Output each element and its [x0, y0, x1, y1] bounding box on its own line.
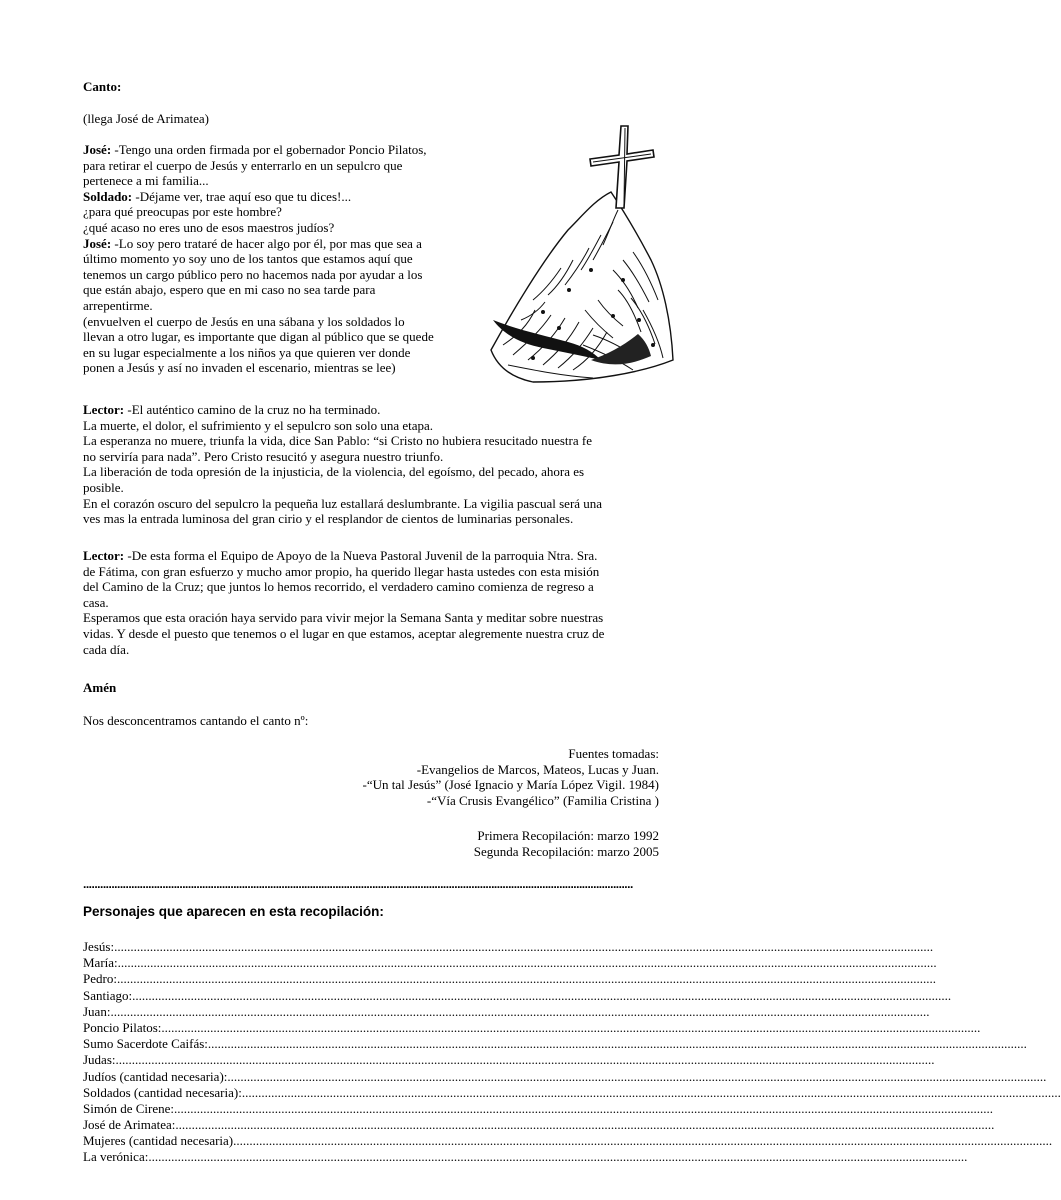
compilation-line: Segunda Recopilación: marzo 2005 — [473, 843, 659, 859]
leader-dots: ............................................................................................................................................................................................................................................................ — [241, 1084, 1061, 1100]
stage-direction-line: (envuelven el cuerpo de Jesús en una sábana y los soldados lo — [83, 313, 405, 329]
compilation-line: Primera Recopilación: marzo 1992 — [477, 828, 659, 843]
character-name: La verónica: — [83, 1149, 149, 1165]
list-item — [83, 987, 952, 1004]
list-item — [83, 1117, 995, 1133]
list-item — [83, 1149, 968, 1165]
characters-list — [83, 939, 1061, 1166]
lector-line: no serviría para nada”. Pero Cristo resucitó y asegura nuestro triunfo. — [83, 448, 444, 464]
leader-dots: ............................................................................................................................................................................................................................................................ — [233, 1133, 1053, 1149]
leader-dots: ............................................................................................................................................................................................................................................................ — [132, 987, 952, 1003]
list-item — [83, 1036, 1027, 1052]
dialogue-line: José: -Lo soy pero trataré de hacer algo por él, por mas que sea a — [83, 235, 422, 251]
lector-line: casa. — [83, 594, 109, 610]
dialogue-line: ¿qué acaso no eres uno de esos maestros judíos? — [83, 219, 335, 235]
character-name: Soldados (cantidad necesaria): — [83, 1084, 242, 1100]
list-item — [83, 1133, 1053, 1149]
character-name: Juan: — [83, 1003, 111, 1019]
leader-dots: ............................................................................................................................................................................................................................................................ — [227, 1068, 1047, 1084]
amen-heading: Amén — [83, 680, 117, 695]
list-item — [83, 1019, 981, 1036]
character-name: Sumo Sacerdote Caifás: — [83, 1036, 208, 1052]
list-item — [83, 971, 936, 987]
list-item — [83, 1100, 993, 1117]
leader-dots: ............................................................................................................................................................................................................................................................ — [115, 1052, 935, 1068]
character-name: Mujeres (cantidad necesaria) — [83, 1133, 234, 1149]
leader-dots: ............................................................................................................................................................................................................................................................ — [175, 1117, 995, 1133]
lector-line: Lector: -De esta forma el Equipo de Apoyo de la Nueva Pastoral Juvenil de la parroquia Ntra. Sra. — [83, 548, 598, 563]
source-line: -“Vía Crusis Evangélico” (Familia Cristina ) — [426, 792, 659, 808]
lector-line: cada día. — [83, 641, 130, 657]
dialogue-line: pertenece a mi familia... — [83, 173, 209, 189]
leader-dots: ............................................................................................................................................................................................................................................................ — [117, 955, 937, 971]
dialogue-line: último momento yo soy uno de los tantos que estamos aquí que — [83, 251, 413, 267]
lector-paragraph-2 — [83, 548, 659, 657]
stage-direction-line: en su lugar especialmente a los niños ya que quieren ver donde — [83, 344, 411, 360]
leader-dots: ............................................................................................................................................................................................................................................................ — [148, 1149, 968, 1165]
dialogue-line: para retirar el cuerpo de Jesús y enterrarlo en un sepulcro que — [83, 157, 403, 173]
dialogue-line: tenemos un cargo público pero no hacemos nada por ayudar a los — [83, 266, 423, 282]
list-item — [83, 1084, 1061, 1101]
character-name: José de Arimatea: — [83, 1117, 176, 1133]
character-name: Pedro: — [83, 971, 117, 987]
lector-paragraph-1 — [83, 402, 659, 527]
lector-line: La liberación de toda opresión de la injusticia, de la violencia, del egoísmo, del pecado, ahora es — [83, 464, 585, 480]
character-name: María: — [83, 955, 118, 971]
list-item — [83, 1003, 930, 1020]
dialogue-line: José: -Tengo una orden firmada por el gobernador Poncio Pilatos, — [83, 142, 427, 157]
lector-line: posible. — [83, 479, 124, 495]
list-item — [83, 1052, 935, 1068]
character-name: Simón de Cirene: — [83, 1100, 174, 1116]
lector-line: ves mas la entrada luminosa del gran cirio y el resplandor de cientos de luminarias personales. — [83, 511, 574, 527]
dialogue-line: Soldado: -Déjame ver, trae aquí eso que tu dices!... — [83, 188, 352, 204]
leader-dots: ............................................................................................................................................................................................................................................................ — [116, 971, 936, 987]
character-name: Judíos (cantidad necesaria): — [83, 1068, 228, 1084]
leader-dots: ............................................................................................................................................................................................................................................................ — [110, 1003, 930, 1019]
leader-dots: ............................................................................................................................................................................................................................................................ — [161, 1019, 981, 1035]
list-item — [83, 955, 937, 971]
list-item — [83, 939, 934, 955]
leader-dots: ............................................................................................................................................................................................................................................................ — [174, 1100, 993, 1116]
source-line: -Evangelios de Marcos, Mateos, Lucas y Juan. — [416, 761, 659, 777]
character-name: Jesús: — [83, 939, 115, 954]
lector-line: Lector: -El auténtico camino de la cruz no ha terminado. — [83, 402, 381, 417]
character-name: Santiago: — [83, 987, 133, 1003]
lector-line: Esperamos que esta oración haya servido para vivir mejor la Semana Santa y meditar sobre nuestras — [83, 610, 604, 626]
compilation-dates — [83, 828, 659, 859]
dialogue-line: que están abajo, espero que en mi caso no sea tarde para — [83, 282, 376, 298]
stage-direction-line: ponen a Jesús y así no invaden el escenario, mientras se lee) — [83, 360, 396, 376]
lector-line: del Camino de la Cruz; que juntos lo hemos recorrido, el verdadero camino comienza de regreso a — [83, 579, 594, 595]
list-item — [83, 1068, 1047, 1085]
character-name: Poncio Pilatos: — [83, 1019, 162, 1035]
source-line: Fuentes tomadas: — [568, 746, 659, 761]
source-line: -“Un tal Jesús” (José Ignacio y María López Vigil. 1984) — [362, 777, 659, 793]
dialogue-line: ¿para qué preocupas por este hombre? — [83, 204, 282, 220]
closing-song-note: Nos desconcentramos cantando el canto nº: — [83, 713, 309, 728]
dialogue-line: arrepentirme. — [83, 297, 153, 313]
dialogue-block — [83, 142, 659, 376]
lector-line: La esperanza no muere, triunfa la vida, dice San Pablo: “si Cristo no hubiera resucitado nuestra fe — [83, 433, 592, 449]
character-name: Judas: — [83, 1052, 116, 1068]
leader-dots: ............................................................................................................................................................................................................................................................ — [207, 1036, 1027, 1052]
arrival-note: (llega José de Arimatea) — [83, 111, 209, 126]
leader-dots: ............................................................................................................................................................................................................................................................ — [114, 939, 934, 954]
song-label: Canto: — [83, 79, 122, 94]
lector-line: La muerte, el dolor, el sufrimiento y el sepulcro son solo una etapa. — [83, 417, 434, 433]
lector-line: de Fátima, con gran esfuerzo y mucho amor propio, ha querido llegar hasta ustedes con esta misión — [83, 563, 600, 579]
lector-line: vidas. Y desde el puesto que tenemos o el lugar en que estamos, aceptar alegremente nuestra cruz de — [83, 625, 605, 641]
characters-heading: Personajes que aparecen en esta recopilación: — [83, 904, 384, 919]
stage-direction-line: llevan a otro lugar, es importante que digan al público que se quede — [83, 329, 434, 345]
dotted-separator: .................................................................................................................................................................................................. — [83, 877, 633, 891]
lector-line: En el corazón oscuro del sepulcro la pequeña luz estallará deslumbrante. La vigilia pascual será una — [83, 495, 603, 511]
sources-block — [83, 746, 659, 808]
